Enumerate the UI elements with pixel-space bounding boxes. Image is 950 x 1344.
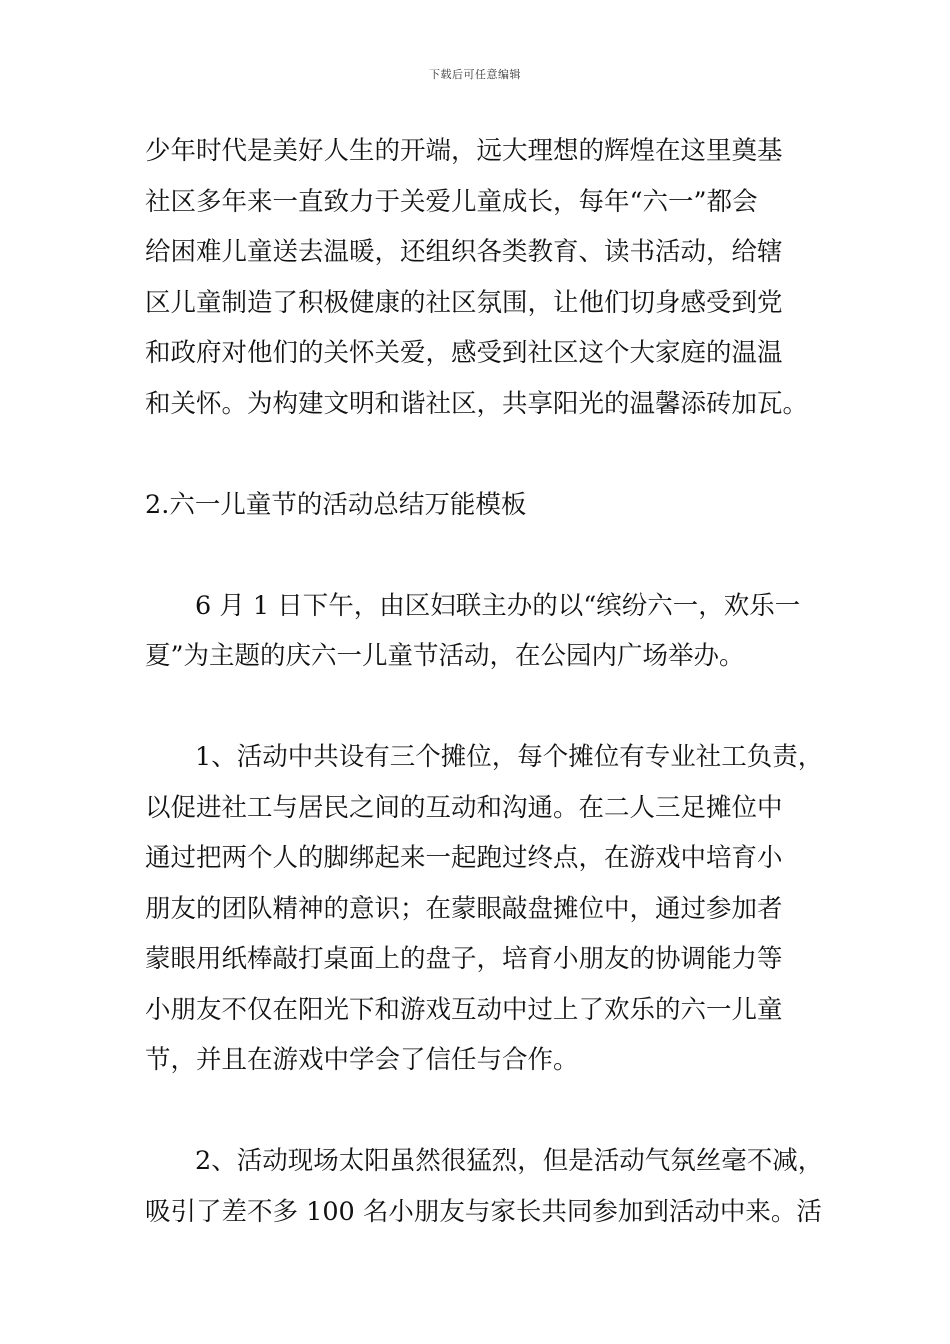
text-line: 夏”为主题的庆六一儿童节活动，在公园内广场举办。 — [145, 641, 745, 671]
paragraph-activity-1 — [145, 732, 824, 1086]
text-line: 和政府对他们的关怀关爱，感受到社区这个大家庭的温温 — [145, 338, 783, 368]
document-body — [145, 126, 824, 1237]
section-heading — [145, 480, 810, 531]
paragraph-spacer — [145, 1086, 810, 1137]
paragraph-spacer — [145, 682, 810, 733]
text-line: 2、活动现场太阳虽然很猛烈，但是活动气氛丝毫不减， — [195, 1146, 824, 1176]
paragraph-activity-2 — [145, 1136, 824, 1237]
text-line: 吸引了差不多 100 名小朋友与家长共同参加到活动中来。活 — [145, 1196, 822, 1227]
text-line: 节，并且在游戏中学会了信任与合作。 — [145, 1045, 579, 1075]
text-line: 小朋友不仅在阳光下和游戏互动中过上了欢乐的六一儿童 — [145, 994, 783, 1025]
paragraph-event-date — [145, 581, 810, 682]
heading-line: 2.六一儿童节的活动总结万能模板 — [145, 489, 527, 520]
page-header: 下载后可任意编辑 — [429, 68, 521, 81]
text-line: 和关怀。为构建文明和谐社区，共享阳光的温馨添砖加瓦。 — [145, 388, 809, 419]
text-line: 社区多年来一直致力于关爱儿童成长，每年“六一”都会 — [145, 186, 758, 217]
text-line: 少年时代是美好人生的开端，远大理想的辉煌在这里奠基 — [145, 136, 783, 166]
text-line: 6 月 1 日下午，由区妇联主办的以“缤纷六一，欢乐一 — [195, 590, 801, 621]
paragraph-spacer — [145, 530, 810, 581]
paragraph-intro — [145, 126, 810, 429]
text-line: 朋友的团队精神的意识；在蒙眼敲盘摊位中，通过参加者 — [145, 893, 783, 924]
text-line: 通过把两个人的脚绑起来一起跑过终点，在游戏中培育小 — [145, 843, 783, 873]
text-line: 区儿童制造了积极健康的社区氛围，让他们切身感受到党 — [145, 287, 783, 318]
text-line: 蒙眼用纸棒敲打桌面上的盘子，培育小朋友的协调能力等 — [145, 944, 783, 974]
paragraph-spacer — [145, 429, 810, 480]
text-line: 给困难儿童送去温暖，还组织各类教育、读书活动，给辖 — [145, 237, 783, 267]
text-line: 1、活动中共设有三个摊位，每个摊位有专业社工负责， — [195, 742, 824, 772]
text-line: 以促进社工与居民之间的互动和沟通。在二人三足摊位中 — [145, 792, 783, 823]
